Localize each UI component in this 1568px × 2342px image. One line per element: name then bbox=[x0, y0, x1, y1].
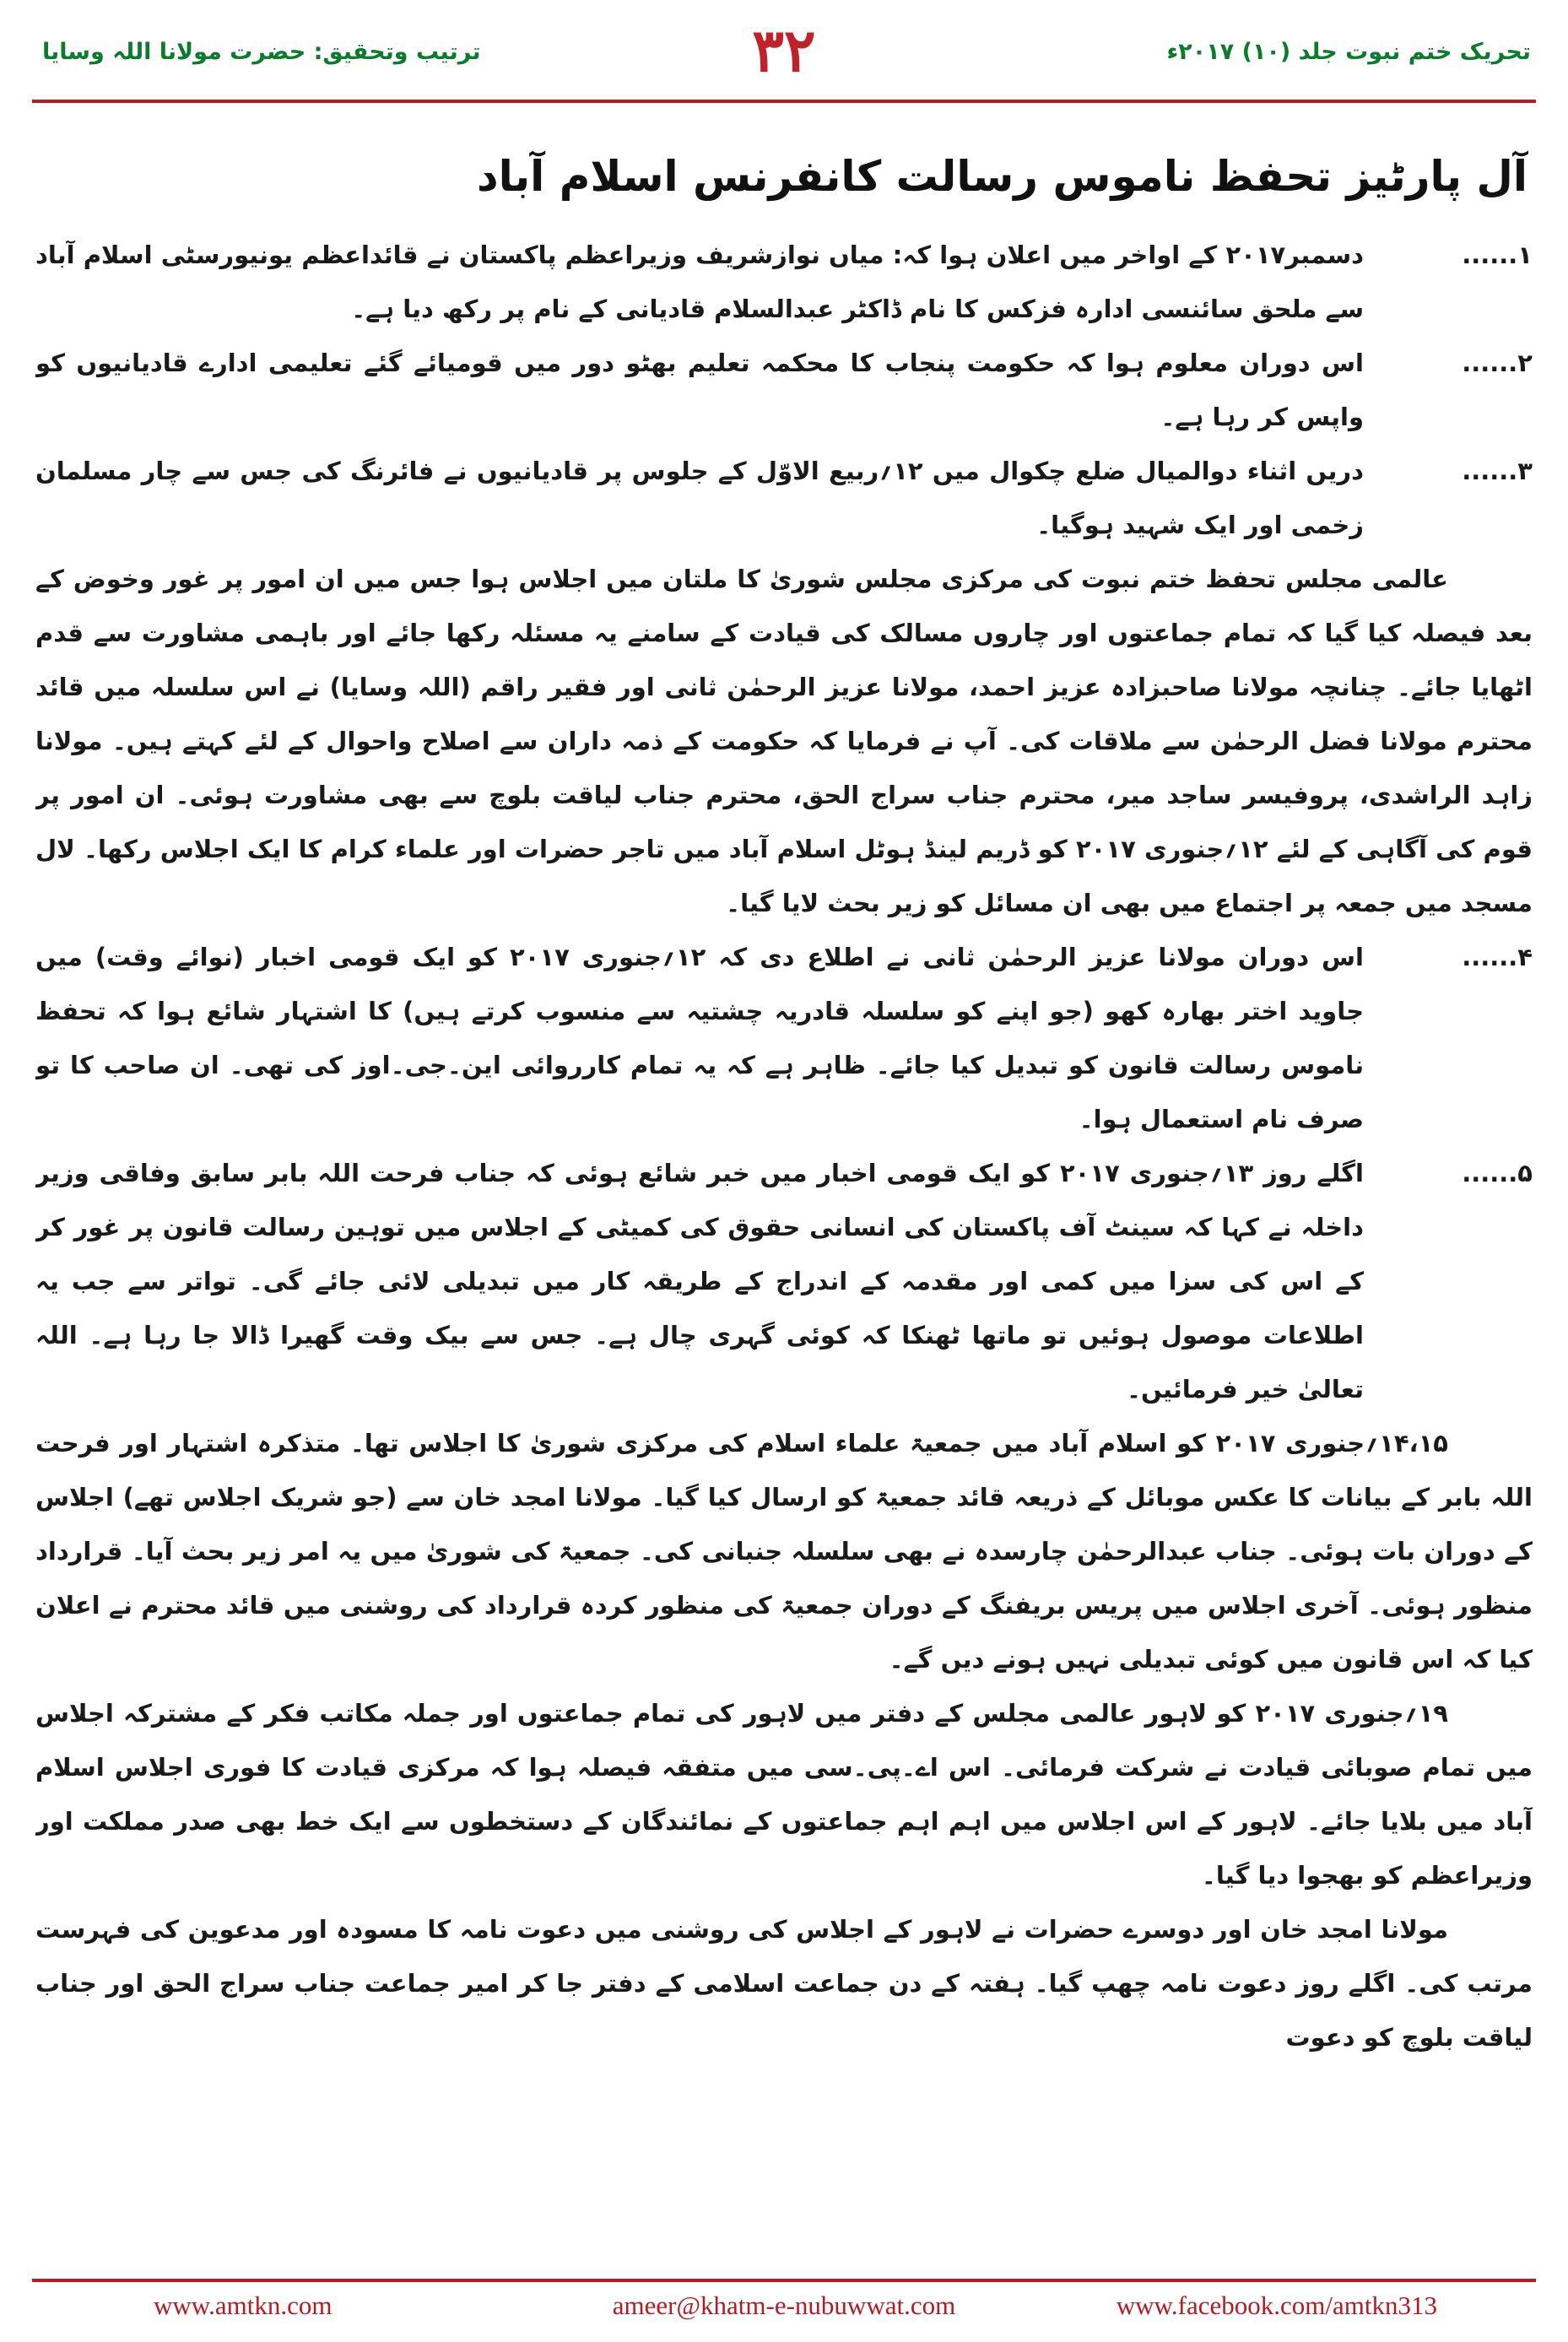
page-header bbox=[0, 0, 1568, 127]
facebook-link[interactable]: www.facebook.com/amtkn313 bbox=[1116, 2291, 1437, 2320]
section-title: آل پارٹیز تحفظ ناموس رسالت کانفرنس اسلام آباد bbox=[476, 152, 1527, 201]
page-footer bbox=[0, 2279, 1568, 2342]
body-paragraph: ۱۹؍جنوری ۲۰۱۷ کو لاہور عالمی مجلس کے دفتر میں لاہور کی تمام جماعتوں اور جملہ مکاتب فکر کے مشترکہ اجلاس میں تمام صوبائی قیادت نے شرکت فرمائی۔ اس اے۔پی۔سی میں متفقہ فیصلہ ہوا کہ مرکزی قیادت کا فوری اجلاس اسلام آباد میں بلایا جائے۔ لاہور کے اس اجلاس میں اہم اہم جماعتوں کے نمائندگان کے دستخطوں سے ایک خط بھی صدر مملکت اور وزیراعظم کو بھجوا دیا گیا۔ bbox=[35, 1699, 1533, 1890]
page-number: ۳۲ bbox=[752, 15, 816, 85]
book-title: تحریک ختم نبوت جلد (۱۰) ۲۰۱۷ء bbox=[1166, 39, 1531, 65]
email-link[interactable]: ameer@khatm-e-nubuwwat.com bbox=[612, 2291, 956, 2320]
paragraph-number: ۵...... bbox=[1462, 1159, 1533, 1187]
body-paragraph: عالمی مجلس تحفظ ختم نبوت کی مرکزی مجلس شوریٰ کا ملتان میں اجلاس ہوا جس میں ان امور پر غور وخوض کے بعد فیصلہ کیا گیا کہ تمام جماعتوں اور چاروں مسالک کی قیادت کے سامنے یہ مسئلہ رکھا جائے اور باہمی مشاورت سے قدم اٹھایا جائے۔ چنانچہ مولانا صاحبزادہ عزیز احمد، مولانا عزیز الرحمٰن ثانی اور فقیر راقم (اللہ وسایا) نے اس سلسلہ میں قائد محترم مولانا فضل الرحمٰن سے ملاقات کی۔ آپ نے فرمایا کہ حکومت کے ذمہ داران سے اصلاح واحوال کے لئے کہتے ہیں۔ مولانا زاہد الراشدی، پروفیسر ساجد میر، محترم جناب سراج الحق، محترم جناب لیاقت بلوچ سے بھی مشاورت ہوئی۔ ان امور پر قوم کی آگاہی کے لئے ۱۲؍جنوری ۲۰۱۷ کو ڈریم لینڈ ہوٹل اسلام آباد میں تاجر حضرات اور علماء کرام کا ایک اجلاس رکھا۔ لال مسجد میں جمعہ پر اجتماع میں بھی ان مسائل کو زیر بحث لایا گیا۔ bbox=[35, 565, 1533, 917]
website-link[interactable]: www.amtkn.com bbox=[154, 2291, 333, 2320]
header-divider bbox=[32, 100, 1536, 103]
footer-divider bbox=[32, 2279, 1536, 2282]
body-paragraph: مولانا امجد خان اور دوسرے حضرات نے لاہور کے اجلاس کی روشنی میں دعوت نامہ کا مسودہ اور مدعوین کی فہرست مرتب کی۔ اگلے روز دعوت نامہ چھپ گیا۔ ہفتہ کے دن جماعت اسلامی کے دفتر جا کر امیر جماعت جناب سراج الحق اور جناب لیاقت بلوچ کو دعوت bbox=[35, 1915, 1533, 2052]
paragraph-text: اس دوران معلوم ہوا کہ حکومت پنجاب کا محکمہ تعلیم بھٹو دور میں قومیائے گئے تعلیمی ادارے قادیانیوں کو واپس کر رہا ہے۔ bbox=[35, 349, 1364, 431]
paragraph-number: ۴...... bbox=[1462, 943, 1533, 971]
paragraph-number: ۲...... bbox=[1462, 349, 1533, 377]
paragraph-number: ۳...... bbox=[1462, 457, 1533, 485]
numbered-paragraph bbox=[35, 930, 1533, 1146]
paragraph-number: ۱...... bbox=[1462, 241, 1533, 269]
article-body bbox=[35, 228, 1533, 2249]
body-paragraph: ۱۴،۱۵؍جنوری ۲۰۱۷ کو اسلام آباد میں جمعیۃ علماء اسلام کی مرکزی شوریٰ کا اجلاس تھا۔ متذکرہ اشتہار اور فرحت اللہ بابر کے بیانات کا عکس موبائل کے ذریعہ قائد جمعیۃ کو ارسال کیا گیا۔ مولانا امجد خان سے (جو شریک اجلاس تھے) اجلاس کے دوران بات ہوئی۔ جناب عبدالرحمٰن چارسدہ نے بھی سلسلہ جنبانی کی۔ جمعیۃ کی شوریٰ میں یہ امر زیر بحث آیا۔ قرارداد منظور ہوئی۔ آخری اجلاس میں پریس بریفنگ کے دوران جمعیۃ کی منظور کردہ قرارداد کی روشنی میں قائد محترم نے اعلان کیا کہ اس قانون میں کوئی تبدیلی نہیں ہونے دیں گے۔ bbox=[35, 1429, 1533, 1674]
paragraph-text: دسمبر۲۰۱۷ کے اواخر میں اعلان ہوا کہ: میاں نوازشریف وزیراعظم پاکستان نے قائداعظم یونیورسٹی اسلام آباد سے ملحق سائنسی ادارہ فزکس کا نام ڈاکٹر عبدالسلام قادیانی کے نام پر رکھ دیا ہے۔ bbox=[35, 241, 1364, 323]
numbered-paragraph bbox=[35, 1146, 1533, 1416]
numbered-paragraph bbox=[35, 336, 1533, 444]
compiler-credit: ترتیب وتحقیق: حضرت مولانا اللہ وسایا bbox=[42, 39, 481, 65]
paragraph-text: اگلے روز ۱۳؍جنوری ۲۰۱۷ کو ایک قومی اخبار میں خبر شائع ہوئی کہ جناب فرحت اللہ بابر سابق وفاقی وزیر داخلہ نے کہا کہ سینٹ آف پاکستان کی انسانی حقوق کی کمیٹی کے اجلاس میں توہین رسالت قانون پر غور کر کے اس کی سزا میں کمی اور مقدمہ کے اندراج کے طریقہ کار میں تبدیلی لائی جائے گی۔ تواتر سے جب یہ اطلاعات موصول ہوئیں تو ماتھا ٹھنکا کہ کوئی گہری چال ہے۔ جس سے بیک وقت گھیرا ڈالا جا رہا ہے۔ اللہ تعالیٰ خیر فرمائیں۔ bbox=[35, 1159, 1364, 1404]
numbered-paragraph bbox=[35, 228, 1533, 336]
paragraph-text: اس دوران مولانا عزیز الرحمٰن ثانی نے اطلاع دی کہ ۱۲؍جنوری ۲۰۱۷ کو ایک قومی اخبار (نوائے وقت) میں جاوید اختر بھارہ کھو (جو اپنے کو سلسلہ قادریہ چشتیہ سے منسوب کرتے ہیں) کا اشتہار شائع ہوا کہ تحفظ ناموس رسالت قانون کو تبدیل کیا جائے۔ ظاہر ہے کہ یہ تمام کارروائی این۔جی۔اوز کی تھی۔ ان صاحب کا تو صرف نام استعمال ہوا۔ bbox=[35, 943, 1364, 1133]
paragraph-text: دریں اثناء دوالمیال ضلع چکوال میں ۱۲؍ربیع الاوّل کے جلوس پر قادیانیوں نے فائرنگ کی جس سے چار مسلمان زخمی اور ایک شہید ہوگیا۔ bbox=[35, 457, 1364, 539]
numbered-paragraph bbox=[35, 444, 1533, 552]
